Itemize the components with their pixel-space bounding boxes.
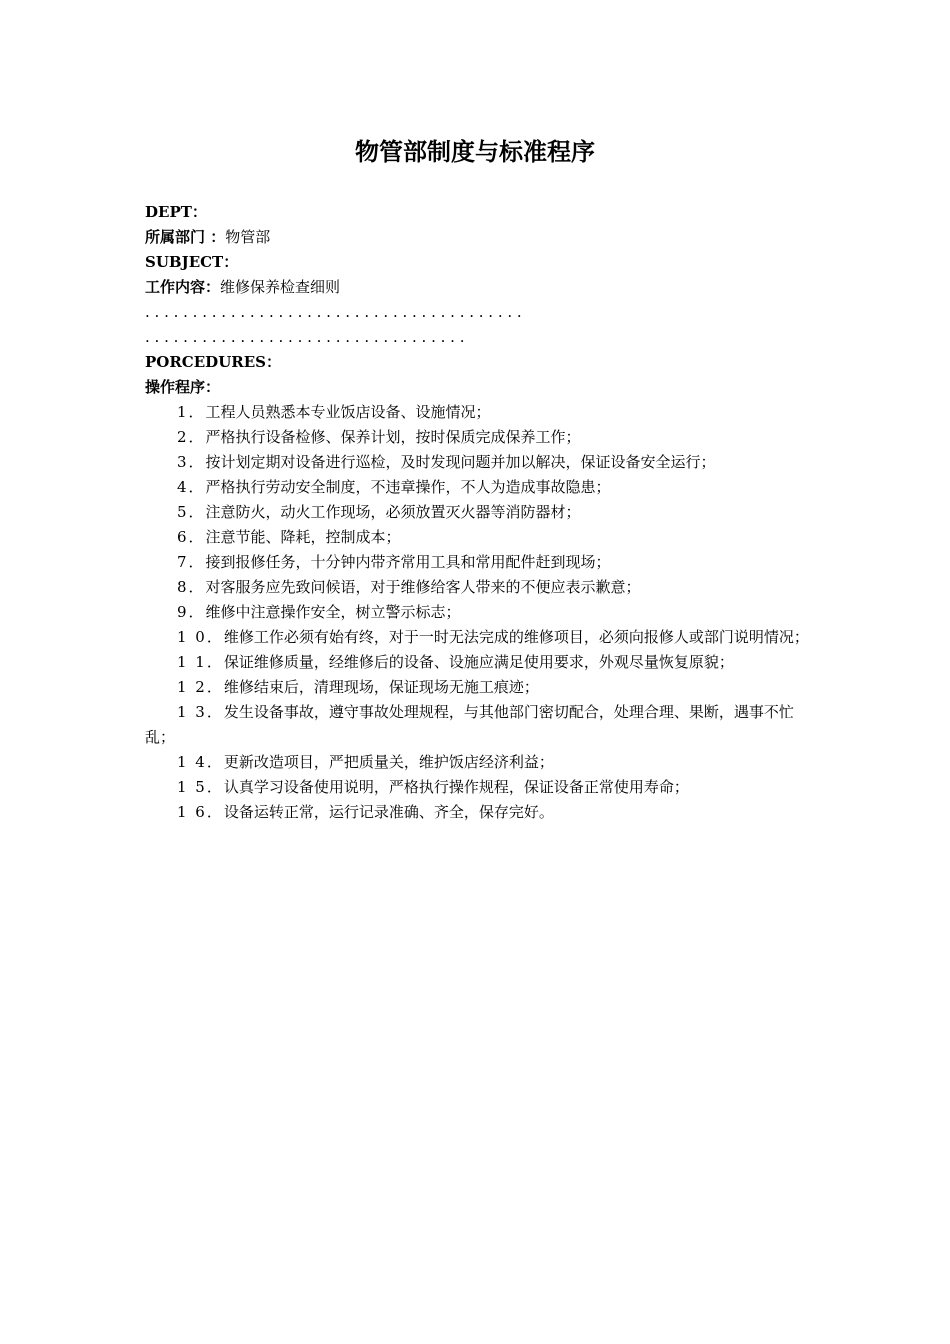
procedure-item-text: 维修中注意操作安全，树立警示标志；	[205, 603, 461, 621]
procedure-item-text: 接到报修任务，十分钟内带齐常用工具和常用配件赶到现场；	[205, 553, 611, 571]
procedure-item	[145, 700, 810, 750]
procedure-item	[145, 600, 810, 625]
procedure-item	[145, 625, 810, 650]
procedure-item	[145, 675, 810, 700]
procedure-item-text: 设备运转正常，运行记录准确、齐全，保存完好。	[223, 803, 554, 821]
procedure-item-number: 7．	[177, 553, 206, 571]
procedure-item-text: 严格执行劳动安全制度，不违章操作，不人为造成事故隐患；	[205, 478, 611, 496]
procedure-item-number: 3．	[177, 453, 206, 471]
procedure-item	[145, 500, 810, 525]
procedure-item-number: 5．	[177, 503, 206, 521]
dotted-separator-1: . . . . . . . . . . . . . . . . . . . . . . . . . . . . . . . . . . . . . . . .	[145, 303, 522, 321]
procedure-item-text: 对客服务应先致问候语，对于维修给客人带来的不便应表示歉意；	[205, 578, 641, 596]
procedure-item	[145, 525, 810, 550]
procedure-item-text: 注意防火，动火工作现场，必须放置灭火器等消防器材；	[205, 503, 581, 521]
procedures-cn-label: 操作程序：	[145, 378, 221, 396]
document-body	[145, 200, 810, 825]
procedure-item	[145, 450, 810, 475]
subject-line	[145, 250, 810, 275]
subject-cn-label: 工作内容：	[145, 278, 221, 296]
procedure-item-number: 6．	[177, 528, 206, 546]
document-title: 物管部制度与标准程序	[355, 138, 595, 166]
procedure-item-text: 维修工作必须有始有终，对于一时无法完成的维修项目，必须向报修人或部门说明情况；	[223, 628, 809, 646]
procedure-item-number: 1 0．	[177, 628, 224, 646]
procedure-item-number: 1 1．	[177, 653, 224, 671]
dept-label: DEPT：	[145, 203, 207, 221]
procedure-item-text: 更新改造项目，严把质量关，维护饭店经济利益；	[223, 753, 554, 771]
procedures-line	[145, 350, 810, 375]
procedure-item	[145, 550, 810, 575]
subject-cn-line	[145, 275, 810, 300]
dept-cn-label: 所属部门 ：	[145, 228, 226, 246]
procedure-item-text: 发生设备事故，遵守事故处理规程，与其他部门密切配合，处理合理、果断，遇事不忙乱；	[145, 703, 794, 746]
procedure-item-number: 1 3．	[177, 703, 224, 721]
procedure-item-number: 1 6．	[177, 803, 224, 821]
dept-cn-line	[145, 225, 810, 250]
procedure-item	[145, 575, 810, 600]
procedure-item-number: 2．	[177, 428, 206, 446]
procedures-cn-line	[145, 375, 810, 400]
procedure-item-text: 按计划定期对设备进行巡检，及时发现问题并加以解决，保证设备安全运行；	[205, 453, 716, 471]
procedure-item	[145, 775, 810, 800]
dotted-separator-2: . . . . . . . . . . . . . . . . . . . . . . . . . . . . . . . . . .	[145, 328, 465, 346]
dept-cn-value: 物管部	[225, 228, 271, 246]
procedure-item-text: 保证维修质量，经维修后的设备、设施应满足使用要求，外观尽量恢复原貌；	[223, 653, 734, 671]
dept-line	[145, 200, 810, 225]
procedure-item	[145, 800, 810, 825]
procedure-item	[145, 425, 810, 450]
procedure-item	[145, 650, 810, 675]
procedure-item-number: 1 4．	[177, 753, 224, 771]
subject-label: SUBJECT：	[145, 253, 239, 271]
procedure-item-text: 维修结束后，清理现场，保证现场无施工痕迹；	[223, 678, 539, 696]
procedure-item-text: 注意节能、降耗，控制成本；	[205, 528, 401, 546]
procedure-item-number: 1．	[177, 403, 206, 421]
procedure-item	[145, 400, 810, 425]
procedure-item-text: 严格执行设备检修、保养计划，按时保质完成保养工作；	[205, 428, 581, 446]
procedure-item-number: 1 5．	[177, 778, 224, 796]
procedure-item-number: 1 2．	[177, 678, 224, 696]
procedure-item	[145, 750, 810, 775]
procedure-item	[145, 475, 810, 500]
procedure-list	[145, 400, 810, 825]
subject-cn-value: 维修保养检查细则	[220, 278, 341, 296]
procedure-item-number: 4．	[177, 478, 206, 496]
procedures-label: PORCEDURES：	[145, 353, 282, 371]
procedure-item-number: 8．	[177, 578, 206, 596]
procedure-item-number: 9．	[177, 603, 206, 621]
procedure-item-text: 认真学习设备使用说明，严格执行操作规程，保证设备正常使用寿命；	[223, 778, 689, 796]
procedure-item-text: 工程人员熟悉本专业饭店设备、设施情况；	[205, 403, 491, 421]
